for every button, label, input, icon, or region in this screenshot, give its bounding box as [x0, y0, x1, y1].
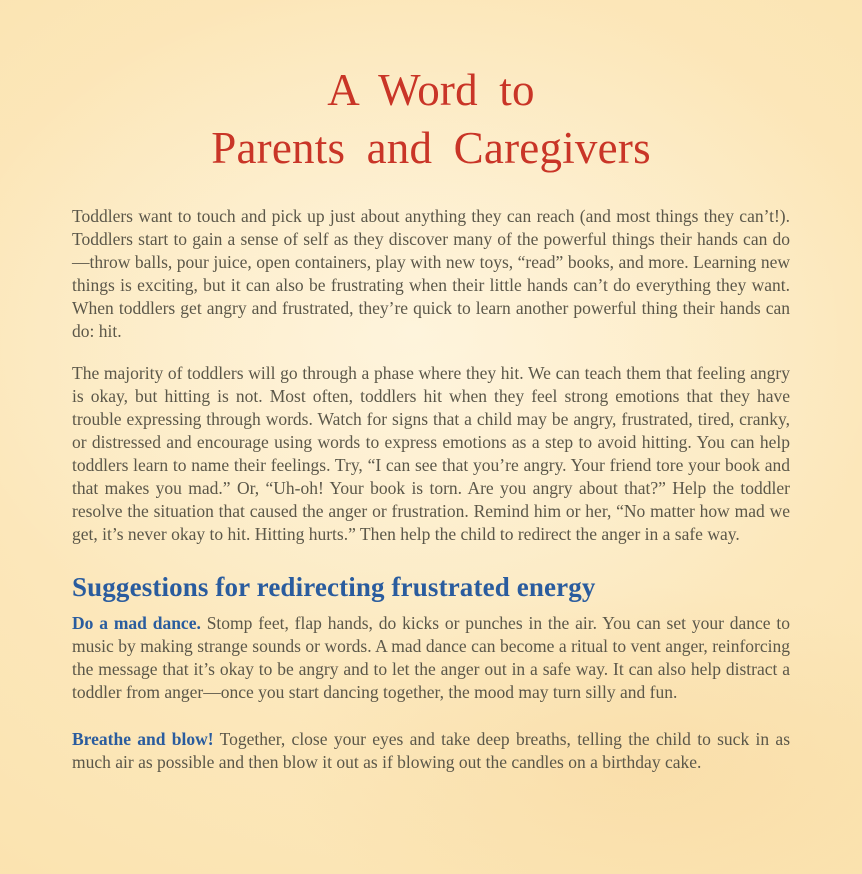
tip-mad-dance-lead: Do a mad dance.	[72, 612, 201, 633]
tip-mad-dance	[72, 612, 790, 704]
intro-paragraph-1: Toddlers want to touch and pick up just about anything they can reach (and most things they can’t!). Toddlers start to gain a sense of self as they discover many of the powerful things their hands can do—throw balls, pour juice, open containers, play with new toys, “read” books, and more. Learning new things is exciting, but it can also be frustrating when their little hands can’t do everything they want. When toddlers get angry and frustrated, they’re quick to learn another powerful thing their hands can do: hit.	[72, 206, 790, 342]
suggestions-heading: Suggestions for redirecting frustrated energy	[72, 572, 596, 603]
tip-breathe-blow	[72, 728, 790, 774]
intro-paragraph-2: The majority of toddlers will go through a phase where they hit. We can teach them that feeling angry is okay, but hitting is not. Most often, toddlers hit when they feel strong emotions that they have trouble expressing through words. Watch for signs that a child may be angry, frustrated, tired, cranky, or distressed and encourage using words to express emotions as a step to avoid hitting. You can help toddlers learn to name their feelings. Try, “I can see that you’re angry. Your friend tore your book and that makes you mad.” Or, “Uh-oh! Your book is torn. Are you angry about that?” Help the toddler resolve the situation that caused the anger or frustration. Remind him or her, “No matter how mad we get, it’s never okay to hit. Hitting hurts.” Then help the child to redirect the anger in a safe way.	[72, 363, 790, 545]
page-title	[72, 62, 790, 177]
page-title-line-2: Parents and Caregivers	[211, 122, 651, 173]
tip-breathe-blow-lead: Breathe and blow!	[72, 728, 214, 749]
tip-breathe-blow-text: Together, close your eyes and take deep breaths, telling the child to suck in as much air as possible and then blow it out as if blowing out the candles on a birthday cake.	[72, 728, 791, 772]
tip-mad-dance-text: Stomp feet, flap hands, do kicks or punches in the air. You can set your dance to music by making strange sounds or words. A mad dance can become a ritual to vent anger, reinforcing the message that it’s okay to be angry and to let the anger out in a safe way. It can also help distract a toddler from anger—once you start dancing together, the mood may turn silly and fun.	[72, 612, 791, 702]
page-title-line-1: A Word to	[327, 65, 535, 115]
